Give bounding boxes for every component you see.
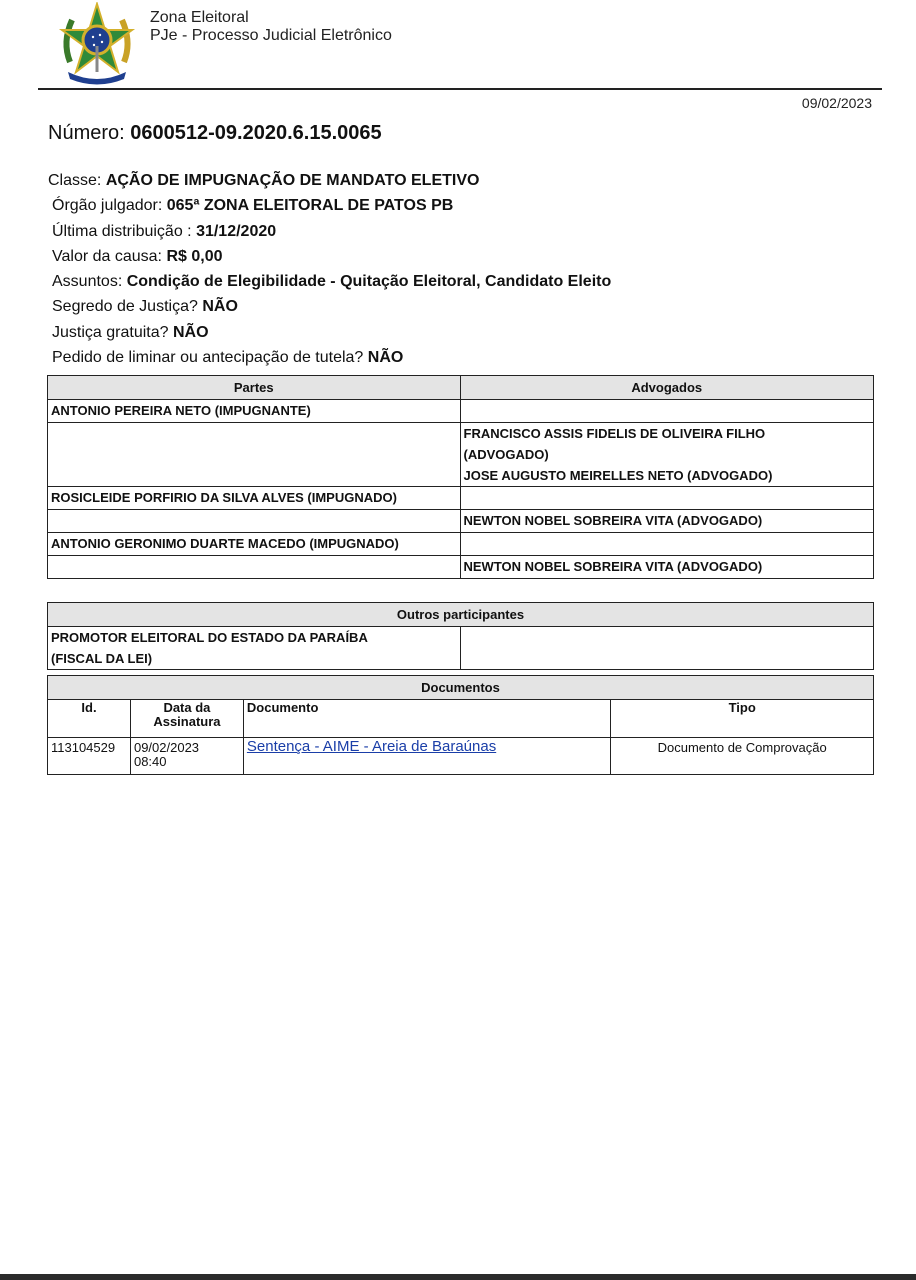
page-header (58, 0, 878, 90)
gratuita-line (48, 320, 611, 345)
liminar-value: NÃO (367, 349, 404, 367)
brazil-coat-of-arms-icon (58, 2, 136, 86)
orgao-line (48, 193, 611, 218)
segredo-label: Segredo de Justiça? (52, 298, 198, 316)
advogado-name: FRANCISCO ASSIS FIDELIS DE OLIVEIRA FILHO (463, 426, 766, 441)
advogado-cell-empty (460, 533, 874, 556)
process-number-label: Número: (48, 122, 125, 144)
gratuita-label: Justiça gratuita? (52, 323, 169, 341)
header-line-1: Zona Eleitoral (150, 9, 249, 26)
documentos-table (47, 675, 874, 775)
header-divider (38, 88, 882, 90)
process-number (48, 122, 382, 145)
advogado-cell: NEWTON NOBEL SOBREIRA VITA (ADVOGADO) (460, 556, 874, 579)
orgao-label: Órgão julgador: (52, 197, 163, 215)
outros-header: Outros participantes (48, 603, 874, 627)
table-row (48, 556, 874, 579)
advogados-header: Advogados (460, 376, 874, 400)
documentos-header: Documentos (48, 676, 874, 700)
valor-value: R$ 0,00 (166, 247, 223, 265)
participante-role: (FISCAL DA LEI) (51, 651, 153, 666)
gratuita-value: NÃO (172, 323, 209, 341)
col-data-header (130, 700, 243, 738)
valor-line (48, 244, 611, 269)
participante-name: PROMOTOR ELEITORAL DO ESTADO DA PARAÍBA (51, 630, 368, 645)
parte-cell: ANTONIO GERONIMO DUARTE MACEDO (IMPUGNADO) (48, 533, 461, 556)
col-data-header-line2: Assinatura (153, 714, 221, 729)
parte-cell-empty (48, 510, 461, 533)
table-row (48, 533, 874, 556)
table-row (48, 738, 874, 775)
doc-date: 09/02/2023 (133, 740, 200, 755)
assuntos-label: Assuntos: (52, 273, 123, 291)
print-date: 09/02/2023 (801, 95, 872, 111)
header-titles (150, 9, 392, 45)
advogado-name: JOSE AUGUSTO MEIRELLES NETO (ADVOGADO) (463, 468, 773, 483)
doc-time: 08:40 (133, 754, 167, 769)
col-data-header-line1: Data da (163, 700, 211, 715)
classe-value: AÇÃO DE IMPUGNAÇÃO DE MANDATO ELETIVO (105, 172, 480, 189)
doc-id-cell: 113104529 (48, 738, 131, 775)
documentos-column-headers (48, 700, 874, 738)
distribuicao-value: 31/12/2020 (196, 222, 277, 240)
advogado-cell-empty (460, 400, 874, 423)
distribuicao-line (48, 219, 611, 244)
doc-name-cell (243, 738, 610, 775)
advogado-cell: NEWTON NOBEL SOBREIRA VITA (ADVOGADO) (460, 510, 874, 533)
doc-type-cell: Documento de Comprovação (611, 738, 874, 775)
table-row (48, 487, 874, 510)
process-info (48, 168, 611, 370)
advogado-cell-empty (460, 487, 874, 510)
process-number-value: 0600512-09.2020.6.15.0065 (130, 122, 382, 144)
parte-cell-empty (48, 423, 461, 487)
segredo-value: NÃO (202, 298, 238, 316)
partes-header: Partes (48, 376, 461, 400)
valor-label: Valor da causa: (52, 247, 162, 265)
col-tipo-header: Tipo (611, 700, 874, 738)
participante-cell-empty (460, 627, 873, 670)
parte-cell: ANTONIO PEREIRA NETO (IMPUGNANTE) (48, 400, 461, 423)
parte-cell: ROSICLEIDE PORFIRIO DA SILVA ALVES (IMPUGNADO) (48, 487, 461, 510)
liminar-label: Pedido de liminar ou antecipação de tutela? (52, 349, 364, 367)
segredo-line (48, 294, 611, 319)
table-row (48, 510, 874, 533)
classe-line (48, 168, 611, 193)
header-line-2: PJe - Processo Judicial Eletrônico (150, 27, 392, 44)
col-documento-header: Documento (243, 700, 610, 738)
partes-table (47, 375, 874, 579)
advogado-role: (ADVOGADO) (463, 447, 549, 462)
table-row (48, 627, 874, 670)
table-row (48, 423, 874, 487)
col-id-header: Id. (48, 700, 131, 738)
parte-cell-empty (48, 556, 461, 579)
participante-cell (48, 627, 461, 670)
classe-label: Classe: (48, 172, 102, 189)
advogado-cell (460, 423, 874, 487)
outros-participantes-table (47, 602, 874, 670)
assuntos-value: Condição de Elegibilidade - Quitação Eleitoral, Candidato Eleito (126, 273, 612, 291)
doc-date-cell (130, 738, 243, 775)
liminar-line (48, 345, 611, 370)
distribuicao-label: Última distribuição : (52, 222, 192, 240)
bottom-edge-bar (0, 1274, 916, 1280)
assuntos-line (48, 269, 611, 294)
orgao-value: 065ª ZONA ELEITORAL DE PATOS PB (166, 197, 454, 215)
doc-link[interactable]: Sentença - AIME - Areia de Baraúnas (246, 738, 497, 755)
table-row (48, 400, 874, 423)
